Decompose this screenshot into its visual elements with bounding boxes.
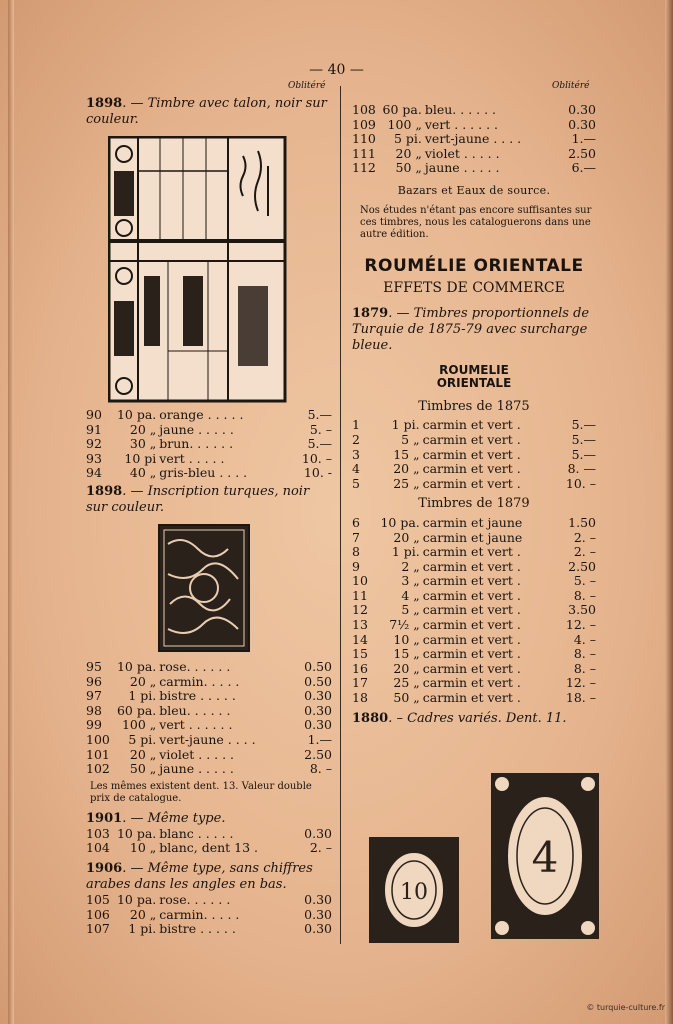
description: carmin et vert . xyxy=(422,544,521,560)
catalogue-row xyxy=(352,477,596,492)
catalogue-row xyxy=(352,574,596,589)
description: carmin et vert . xyxy=(422,646,521,662)
denomination: 15 „ xyxy=(393,646,420,662)
catalogue-row xyxy=(352,647,596,662)
denomination: 1 pi. xyxy=(128,921,157,937)
catalogue-row xyxy=(86,660,332,675)
catalogue-number: 10 xyxy=(352,573,368,589)
value: 5. – xyxy=(309,421,332,437)
catalogue-row xyxy=(86,452,332,467)
description: carmin et vert . xyxy=(422,617,521,633)
value: 2. – xyxy=(309,840,332,856)
catalogue-row xyxy=(86,675,332,690)
denomination: 10 pa. xyxy=(380,514,420,530)
value: 0.30 xyxy=(304,906,332,922)
stamp-10-illustration xyxy=(368,836,460,944)
description: jaune . . . . . xyxy=(424,160,500,176)
description: bleu. . . . . . xyxy=(159,702,231,718)
catalogue-number: 2 xyxy=(352,431,360,447)
catalogue-number: 109 xyxy=(352,116,376,132)
denomination: 20 „ xyxy=(129,906,157,922)
catalogue-table-108-112 xyxy=(352,103,596,176)
denomination: 60 pa. xyxy=(382,102,422,117)
catalogue-number: 96 xyxy=(86,673,102,689)
denomination: 50 „ xyxy=(395,160,422,176)
catalogue-row xyxy=(352,118,596,133)
catalogue-table-1-5 xyxy=(352,418,596,491)
value: 0.30 xyxy=(304,921,332,937)
value: 1.50 xyxy=(568,514,596,530)
description: carmin et vert . xyxy=(422,461,521,477)
catalogue-row xyxy=(86,922,332,937)
catalogue-number: 15 xyxy=(352,646,368,662)
description: carmin et vert . xyxy=(422,446,521,462)
denomination: 25 „ xyxy=(393,475,420,491)
denomination: 25 „ xyxy=(393,675,420,691)
description: carmin et jaune xyxy=(422,514,523,530)
value: 10. - xyxy=(303,465,332,481)
description: gris-bleu . . . . xyxy=(159,465,248,481)
catalogue-number: 101 xyxy=(86,746,110,762)
description: carmin et vert . xyxy=(422,431,521,447)
value: 10. – xyxy=(565,475,596,491)
denomination: 20 „ xyxy=(129,673,157,689)
description: orange . . . . . xyxy=(159,407,244,422)
section-1901: 1901. — Même type. xyxy=(86,810,226,826)
value: 8. – xyxy=(309,761,332,777)
catalogue-number: 18 xyxy=(352,690,368,706)
catalogue-row xyxy=(86,704,332,719)
catalogue-number: 112 xyxy=(352,160,376,176)
description: blanc, dent 13 . xyxy=(159,840,259,856)
denomination: 10 pi xyxy=(124,450,157,466)
catalogue-row xyxy=(352,560,596,575)
denomination: 10 pa. xyxy=(116,658,157,674)
denomination: 5 pi. xyxy=(128,731,157,747)
value: 0.30 xyxy=(304,891,332,907)
value: 8. – xyxy=(573,646,596,662)
description: jaune . . . . . xyxy=(159,421,234,437)
overprint-line-2: ORIENTALE xyxy=(436,375,512,390)
value: 3.50 xyxy=(568,602,596,618)
value: 10. – xyxy=(301,450,332,466)
denomination: 2 „ xyxy=(401,558,420,574)
value: 0.30 xyxy=(304,825,332,841)
value: 5. – xyxy=(573,573,596,589)
denomination: 1 pi. xyxy=(128,688,157,704)
denomination: 10 pa. xyxy=(116,825,157,841)
description: carmin et vert . xyxy=(422,690,521,706)
catalogue-row xyxy=(352,462,596,477)
denomination: 20 „ xyxy=(393,529,420,545)
right-column xyxy=(352,103,596,727)
description: vert . . . . . . xyxy=(159,717,233,733)
value: 5.— xyxy=(307,436,332,452)
catalogue-row xyxy=(352,589,596,604)
catalogue-number: 98 xyxy=(86,702,102,718)
stamp-10-value: 10 xyxy=(400,880,428,905)
denomination: 15 „ xyxy=(393,446,420,462)
denomination: 7½ „ xyxy=(389,617,420,633)
page-edge xyxy=(665,0,673,1024)
catalogue-row xyxy=(86,466,332,481)
catalogue-row xyxy=(352,603,596,618)
section-1898-inscription: 1898. — Inscription turques, noir sur couleur. xyxy=(86,483,310,515)
denomination: 1 pi. xyxy=(391,417,420,433)
catalogue-number: 99 xyxy=(86,717,102,733)
description: vert . . . . . xyxy=(159,450,225,466)
value: 5.— xyxy=(571,446,596,462)
description: vert-jaune . . . . xyxy=(159,731,256,747)
catalogue-row xyxy=(352,691,596,706)
catalogue-number: 100 xyxy=(86,731,110,747)
description: rose. . . . . . xyxy=(159,658,231,674)
section-1880: 1880. – Cadres variés. Dent. 11. xyxy=(352,710,567,726)
catalogue-number: 12 xyxy=(352,602,368,618)
watermark-copyright: © turquie-culture.fr xyxy=(586,1003,665,1012)
denomination: 20 „ xyxy=(129,746,157,762)
catalogue-row xyxy=(352,676,596,691)
section-1898-talon: 1898. — Timbre avec talon, noir sur couleur. xyxy=(86,96,327,127)
value: 0.50 xyxy=(304,658,332,674)
heading-timbres-1879: Timbres de 1879 xyxy=(418,496,530,512)
catalogue-number: 108 xyxy=(352,102,376,117)
section-1879: 1879. — Timbres proportionnels de Turquie de 1875-79 avec surcharge bleue. xyxy=(352,305,590,353)
description: carmin et vert . xyxy=(422,417,521,433)
stamp-with-tab-illustration xyxy=(108,136,288,404)
denomination: 1 pi. xyxy=(391,544,420,560)
catalogue-row xyxy=(86,908,332,923)
catalogue-row xyxy=(352,147,596,162)
description: violet . . . . . xyxy=(159,746,235,762)
denomination: 10 pa. xyxy=(116,407,157,422)
stamp-4-value: 4 xyxy=(531,833,559,882)
catalogue-row xyxy=(86,408,332,423)
value: 0.30 xyxy=(304,688,332,704)
catalogue-number: 94 xyxy=(86,465,102,481)
value: 0.30 xyxy=(304,702,332,718)
catalogue-table-103-104 xyxy=(86,827,332,856)
denomination: 40 „ xyxy=(129,465,157,481)
value: 0.30 xyxy=(568,102,596,117)
catalogue-row xyxy=(86,718,332,733)
denomination: 50 „ xyxy=(393,690,420,706)
overprint-line-1: ROUMELIE xyxy=(439,362,509,377)
description: blanc . . . . . xyxy=(159,825,234,841)
catalogue-row xyxy=(352,618,596,633)
value: 0.30 xyxy=(568,116,596,132)
value: 5.— xyxy=(571,431,596,447)
catalogue-number: 92 xyxy=(86,436,102,452)
catalogue-row xyxy=(352,633,596,648)
value: 5.— xyxy=(571,417,596,433)
note-bazars: Nos études n'étant pas encore suffisantes sur ces timbres, nous les cataloguerons dans une autre édition. xyxy=(360,204,592,240)
denomination: 50 „ xyxy=(129,761,157,777)
catalogue-row xyxy=(352,662,596,677)
denomination: 100 „ xyxy=(121,717,157,733)
section-1906: 1906. — Même type, sans chiffres arabes dans les angles en bas. xyxy=(86,860,313,892)
catalogue-row xyxy=(86,893,332,908)
overprint-sample xyxy=(352,364,596,390)
denomination: 20 „ xyxy=(393,461,420,477)
page-number: — 40 — xyxy=(309,62,364,78)
description: vert-jaune . . . . xyxy=(424,131,522,147)
description: carmin et jaune xyxy=(422,529,523,545)
stamp-arabesque-illustration xyxy=(158,524,250,652)
catalogue-table-6-18 xyxy=(352,516,596,706)
catalogue-row xyxy=(352,545,596,560)
catalogue-number: 95 xyxy=(86,658,102,674)
note-dent-13: Les mêmes existent dent. 13. Valeur double prix de catalogue. xyxy=(90,780,312,804)
catalogue-table-90-94 xyxy=(86,408,332,481)
catalogue-number: 1 xyxy=(352,417,360,433)
catalogue-number: 91 xyxy=(86,421,102,437)
description: brun. . . . . . xyxy=(159,436,234,452)
catalogue-row xyxy=(352,531,596,546)
denomination: 20 „ xyxy=(393,660,420,676)
denomination: 20 „ xyxy=(129,421,157,437)
stamp-4-illustration xyxy=(490,772,600,940)
catalogue-row xyxy=(86,748,332,763)
catalogue-number: 13 xyxy=(352,617,368,633)
catalogue-number: 8 xyxy=(352,544,360,560)
catalogue-number: 106 xyxy=(86,906,110,922)
catalogue-number: 17 xyxy=(352,675,368,691)
denomination: 10 pa. xyxy=(116,891,157,907)
value: 2.50 xyxy=(304,746,332,762)
denomination: 5 „ xyxy=(401,602,420,618)
denomination: 30 „ xyxy=(129,436,157,452)
catalogue-number: 110 xyxy=(352,131,376,147)
catalogue-number: 14 xyxy=(352,631,368,647)
description: carmin et vert . xyxy=(422,573,521,589)
description: rose. . . . . . xyxy=(159,891,231,907)
value: 5.— xyxy=(307,407,332,422)
catalogue-row xyxy=(86,841,332,856)
description: vert . . . . . . xyxy=(424,116,498,132)
description: carmin et vert . xyxy=(422,602,521,618)
catalogue-row xyxy=(86,733,332,748)
value: 2.50 xyxy=(568,145,596,161)
description: carmin et vert . xyxy=(422,558,521,574)
denomination: 5 „ xyxy=(401,431,420,447)
section-title-roumelie: ROUMÉLIE ORIENTALE xyxy=(364,255,584,276)
description: bistre . . . . . xyxy=(159,921,236,937)
description: carmin. . . . . xyxy=(159,673,240,689)
catalogue-number: 7 xyxy=(352,529,360,545)
catalogue-number: 93 xyxy=(86,450,102,466)
denomination: 10 „ xyxy=(393,631,420,647)
catalogue-number: 104 xyxy=(86,840,110,856)
value: 0.30 xyxy=(304,717,332,733)
heading-timbres-1875: Timbres de 1875 xyxy=(418,398,530,414)
catalogue-row xyxy=(352,103,596,118)
page-fold xyxy=(8,0,14,1024)
description: jaune . . . . . xyxy=(159,761,234,777)
catalogue-row xyxy=(86,437,332,452)
oblitere-label-right: Oblitéré xyxy=(552,81,590,91)
bazars-heading: Bazars et Eaux de source. xyxy=(397,183,551,197)
column-divider xyxy=(340,86,341,944)
description: carmin et vert . xyxy=(422,675,521,691)
denomination: 60 pa. xyxy=(116,702,157,718)
catalogue-number: 5 xyxy=(352,475,360,491)
catalogue-row xyxy=(352,132,596,147)
catalogue-number: 6 xyxy=(352,514,360,530)
value: 0.50 xyxy=(304,673,332,689)
value: 8. – xyxy=(573,660,596,676)
description: carmin et vert . xyxy=(422,475,521,491)
catalogue-number: 90 xyxy=(86,407,102,422)
value: 12. – xyxy=(565,675,596,691)
catalogue-row xyxy=(352,161,596,176)
denomination: 10 „ xyxy=(129,840,157,856)
denomination: 5 pi. xyxy=(393,131,422,147)
catalogue-row xyxy=(86,689,332,704)
catalogue-table-105-107 xyxy=(86,893,332,937)
value: 2. – xyxy=(573,544,596,560)
left-column xyxy=(86,96,332,937)
catalogue-number: 11 xyxy=(352,587,368,603)
value: 8. — xyxy=(567,461,596,477)
catalogue-number: 16 xyxy=(352,660,368,676)
catalogue-row xyxy=(352,448,596,463)
catalogue-number: 97 xyxy=(86,688,102,704)
value: 1.— xyxy=(571,131,596,147)
oblitere-label-left: Oblitéré xyxy=(288,81,326,91)
value: 1.— xyxy=(307,731,332,747)
denomination: 3 „ xyxy=(401,573,420,589)
catalogue-row xyxy=(86,423,332,438)
catalogue-row xyxy=(352,418,596,433)
catalogue-row xyxy=(86,762,332,777)
denomination: 100 „ xyxy=(387,116,422,132)
catalogue-number: 4 xyxy=(352,461,360,477)
description: carmin et vert . xyxy=(422,660,521,676)
description: carmin et vert . xyxy=(422,587,521,603)
description: violet . . . . . xyxy=(424,145,500,161)
value: 2.50 xyxy=(568,558,596,574)
value: 18. – xyxy=(565,690,596,706)
catalogue-row xyxy=(86,827,332,842)
catalogue-row xyxy=(352,516,596,531)
catalogue-table-95-102 xyxy=(86,660,332,777)
value: 12. – xyxy=(565,617,596,633)
description: carmin et vert . xyxy=(422,631,521,647)
catalogue-number: 3 xyxy=(352,446,360,462)
catalogue-number: 103 xyxy=(86,825,110,841)
catalogue-row xyxy=(352,433,596,448)
description: bleu. . . . . . xyxy=(424,102,497,117)
catalogue-number: 105 xyxy=(86,891,110,907)
denomination: 4 „ xyxy=(401,587,420,603)
denomination: 20 „ xyxy=(395,145,422,161)
catalogue-number: 107 xyxy=(86,921,110,937)
description: bistre . . . . . xyxy=(159,688,236,704)
value: 2. – xyxy=(573,529,596,545)
value: 6.— xyxy=(571,160,596,176)
value: 4. – xyxy=(573,631,596,647)
value: 8. – xyxy=(573,587,596,603)
catalogue-number: 111 xyxy=(352,145,376,161)
catalogue-number: 9 xyxy=(352,558,360,574)
description: carmin. . . . . xyxy=(159,906,240,922)
section-subtitle-effets: EFFETS DE COMMERCE xyxy=(383,280,565,297)
catalogue-number: 102 xyxy=(86,761,110,777)
